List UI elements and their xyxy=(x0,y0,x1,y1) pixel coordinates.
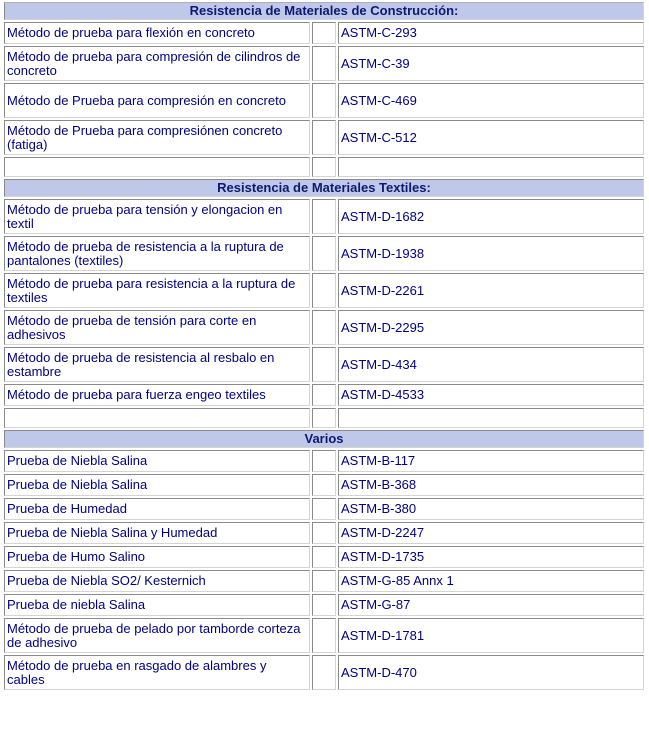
method-cell: Método de prueba para resistencia a la ruptura de textiles xyxy=(4,273,310,308)
standard-cell: ASTM-G-85 Annx 1 xyxy=(338,570,644,592)
table-row xyxy=(4,546,644,568)
table-row xyxy=(4,618,644,653)
standard-cell: ASTM-G-87 xyxy=(338,594,644,616)
table-row xyxy=(4,347,644,382)
empty-cell xyxy=(312,199,336,234)
empty-cell xyxy=(4,408,310,428)
empty-cell xyxy=(312,522,336,544)
empty-cell xyxy=(4,157,310,177)
method-cell: Prueba de Niebla Salina y Humedad xyxy=(4,522,310,544)
standard-cell: ASTM-D-4533 xyxy=(338,384,644,406)
table-row xyxy=(4,22,644,44)
blank-row xyxy=(4,157,644,177)
empty-cell xyxy=(312,498,336,520)
empty-cell xyxy=(338,408,644,428)
method-cell: Método de prueba de tensión para corte en adhesivos xyxy=(4,310,310,345)
empty-cell xyxy=(312,347,336,382)
table-row xyxy=(4,522,644,544)
standard-cell: ASTM-B-368 xyxy=(338,474,644,496)
standard-cell: ASTM-C-39 xyxy=(338,46,644,81)
table-row xyxy=(4,120,644,155)
empty-cell xyxy=(312,655,336,690)
method-cell: Prueba de Humedad xyxy=(4,498,310,520)
section-header-textiles: Resistencia de Materiales Textiles: xyxy=(4,179,644,197)
table-row xyxy=(4,498,644,520)
table-row xyxy=(4,474,644,496)
test-methods-table-body xyxy=(4,2,644,690)
blank-row xyxy=(4,408,644,428)
method-cell: Método de Prueba para compresiónen concreto (fatiga) xyxy=(4,120,310,155)
empty-cell xyxy=(312,618,336,653)
test-methods-table xyxy=(2,0,646,692)
empty-cell xyxy=(312,120,336,155)
table-row xyxy=(4,570,644,592)
standard-cell: ASTM-D-1735 xyxy=(338,546,644,568)
empty-cell xyxy=(312,594,336,616)
table-row xyxy=(4,46,644,81)
empty-cell xyxy=(312,83,336,118)
empty-cell xyxy=(338,157,644,177)
method-cell: Prueba de Niebla Salina xyxy=(4,474,310,496)
standard-cell: ASTM-B-117 xyxy=(338,450,644,472)
method-cell: Prueba de Niebla Salina xyxy=(4,450,310,472)
empty-cell xyxy=(312,236,336,271)
table-row xyxy=(4,594,644,616)
table-row xyxy=(4,310,644,345)
method-cell: Método de prueba para flexión en concreto xyxy=(4,22,310,44)
method-cell: Método de prueba para tensión y elongacion en textil xyxy=(4,199,310,234)
empty-cell xyxy=(312,546,336,568)
method-cell: Prueba de Humo Salino xyxy=(4,546,310,568)
method-cell: Método de Prueba para compresión en concreto xyxy=(4,83,310,118)
standard-cell: ASTM-D-470 xyxy=(338,655,644,690)
method-cell: Prueba de Niebla SO2/ Kesternich xyxy=(4,570,310,592)
method-cell: Método de prueba para fuerza engeo textiles xyxy=(4,384,310,406)
standard-cell: ASTM-C-512 xyxy=(338,120,644,155)
empty-cell xyxy=(312,384,336,406)
standard-cell: ASTM-B-380 xyxy=(338,498,644,520)
table-row xyxy=(4,384,644,406)
empty-cell xyxy=(312,408,336,428)
table-row xyxy=(4,655,644,690)
method-cell: Prueba de niebla Salina xyxy=(4,594,310,616)
empty-cell xyxy=(312,157,336,177)
empty-cell xyxy=(312,273,336,308)
standard-cell: ASTM-D-1682 xyxy=(338,199,644,234)
method-cell: Método de prueba para compresión de cilindros de concreto xyxy=(4,46,310,81)
method-cell: Método de prueba de resistencia a la ruptura de pantalones (textiles) xyxy=(4,236,310,271)
empty-cell xyxy=(312,450,336,472)
method-cell: Método de prueba de resistencia al resbalo en estambre xyxy=(4,347,310,382)
section-header-row xyxy=(4,430,644,448)
table-row xyxy=(4,236,644,271)
table-row xyxy=(4,450,644,472)
empty-cell xyxy=(312,310,336,345)
standard-cell: ASTM-D-434 xyxy=(338,347,644,382)
table-row xyxy=(4,83,644,118)
standard-cell: ASTM-D-2261 xyxy=(338,273,644,308)
method-cell: Método de prueba de pelado por tamborde corteza de adhesivo xyxy=(4,618,310,653)
section-header-varios: Varios xyxy=(4,430,644,448)
empty-cell xyxy=(312,46,336,81)
empty-cell xyxy=(312,22,336,44)
table-row xyxy=(4,199,644,234)
empty-cell xyxy=(312,474,336,496)
section-header-construccion: Resistencia de Materiales de Construcción: xyxy=(4,2,644,20)
standard-cell: ASTM-C-293 xyxy=(338,22,644,44)
empty-cell xyxy=(312,570,336,592)
standard-cell: ASTM-C-469 xyxy=(338,83,644,118)
section-header-row xyxy=(4,2,644,20)
table-row xyxy=(4,273,644,308)
method-cell: Método de prueba en rasgado de alambres y cables xyxy=(4,655,310,690)
standard-cell: ASTM-D-1781 xyxy=(338,618,644,653)
standard-cell: ASTM-D-2247 xyxy=(338,522,644,544)
section-header-row xyxy=(4,179,644,197)
standard-cell: ASTM-D-1938 xyxy=(338,236,644,271)
standard-cell: ASTM-D-2295 xyxy=(338,310,644,345)
